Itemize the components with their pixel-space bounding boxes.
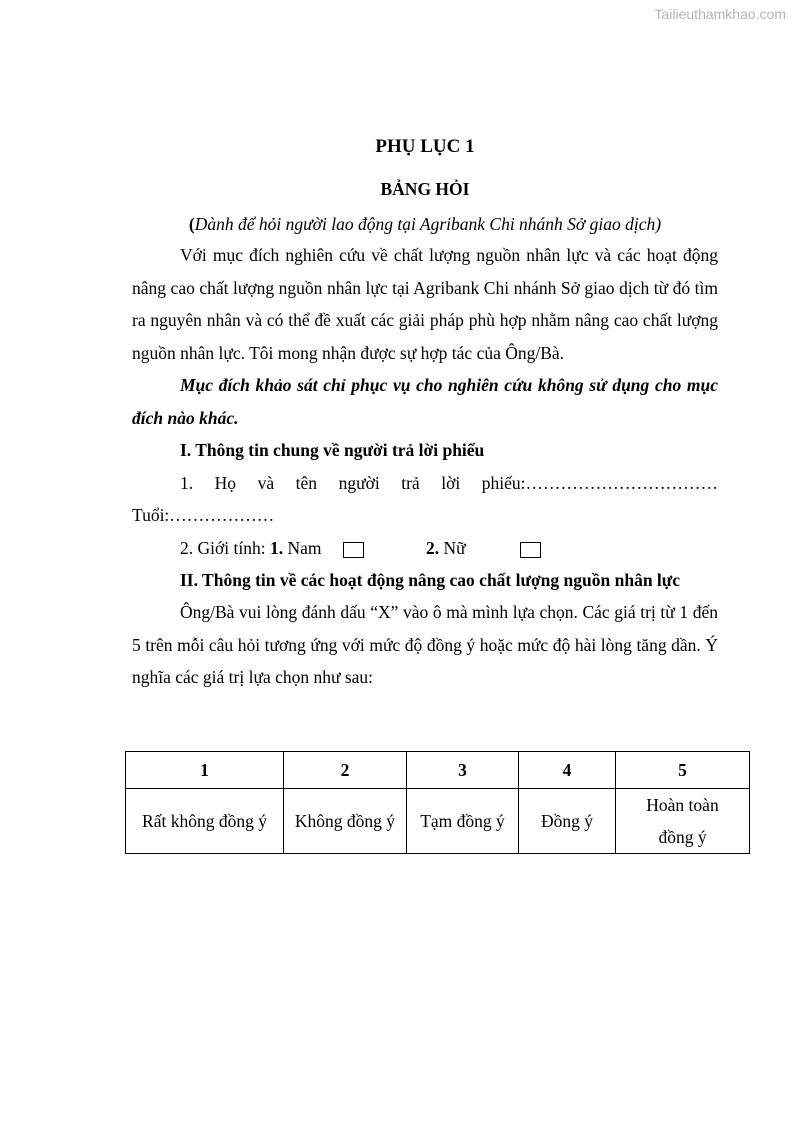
male-checkbox[interactable] <box>343 542 364 558</box>
scale-label-4: Đồng ý <box>519 789 616 854</box>
scale-label-5: Hoàn toàn đồng ý <box>616 789 750 854</box>
scale-header-1: 1 <box>126 752 284 789</box>
scale-header-4: 4 <box>519 752 616 789</box>
table-label-row <box>126 789 750 854</box>
female-option <box>426 532 466 565</box>
scale-header-5: 5 <box>616 752 750 789</box>
female-label: Nữ <box>439 537 466 558</box>
q1-age-field <box>132 499 718 532</box>
appendix-title: PHỤ LỤC 1 <box>375 136 475 157</box>
subtitle-paren: ( <box>188 214 195 234</box>
scale-label-2: Không đồng ý <box>284 789 407 854</box>
subtitle <box>132 209 718 239</box>
watermark: Tailieuthamkhao.com <box>654 6 786 22</box>
intro-paragraph: Với mục đích nghiên cứu về chất lượng nguồn nhân lực và các hoạt động nâng cao chất lượng nguồn nhân lực tại Agribank Chi nhánh Sở giao dịch từ đó tìm ra nguyên nhân và có thể đề xuất các giải pháp phù hợp nhằm nâng cao chất lượng nguồn nhân lực. Tôi mong nhận được sự hợp tác của Ông/Bà. <box>132 245 718 363</box>
purpose-note: Mục đích khảo sát chỉ phục vụ cho nghiên cứu không sử dụng cho mục đích nào khác. <box>132 375 718 428</box>
instruction-paragraph: Ông/Bà vui lòng đánh dấu “X” vào ô mà mình lựa chọn. Các giá trị từ 1 đến 5 trên mỗi câu hỏi tương ứng với mức độ đồng ý hoặc mức độ hài lòng tăng dần. Ý nghĩa các giá trị lựa chọn như sau: <box>132 602 718 687</box>
female-number: 2. <box>426 537 440 558</box>
male-number: 1. <box>269 537 284 558</box>
scale-label-1: Rất không đồng ý <box>126 789 284 854</box>
section2-title: II. Thông tin về các hoạt động nâng cao chất lượng nguồn nhân lực <box>180 569 681 590</box>
rating-scale-table <box>125 751 750 854</box>
section1-title: I. Thông tin chung về người trả lời phiếu <box>180 440 485 460</box>
subtitle-text: Dành để hỏi người lao động tại Agribank Chi nhánh Sở giao dịch) <box>194 214 662 234</box>
age-label: Tuổi:……………… <box>132 505 275 525</box>
female-checkbox[interactable] <box>520 542 541 558</box>
scale-header-3: 3 <box>407 752 519 789</box>
male-label: Nam <box>283 537 322 558</box>
scale-header-2: 2 <box>284 752 407 789</box>
q1-label: 1. Họ và tên người trả lời phiếu:…………………………… <box>180 472 718 493</box>
table-header-row <box>126 752 750 789</box>
gender-label: 2. Giới tính: <box>180 537 270 558</box>
document-body <box>132 130 718 694</box>
form-title: BẢNG HỎI <box>380 179 470 199</box>
q2-gender <box>132 532 718 564</box>
q1-name-field <box>132 467 718 500</box>
scale-label-3: Tạm đồng ý <box>407 789 519 854</box>
